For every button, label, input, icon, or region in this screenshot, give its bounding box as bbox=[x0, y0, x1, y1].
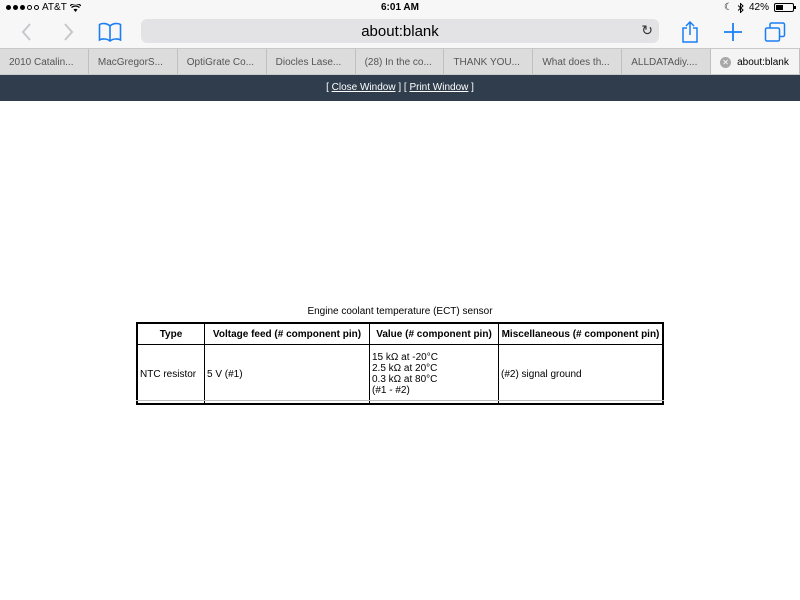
cell-voltage: 5 V (#1) bbox=[205, 345, 370, 405]
divider bbox=[136, 400, 664, 401]
bluetooth-icon bbox=[738, 3, 744, 13]
ect-sensor-table bbox=[136, 322, 664, 405]
table-row bbox=[137, 345, 663, 405]
cell-type: NTC resistor bbox=[137, 345, 205, 405]
table-header-row bbox=[137, 323, 663, 345]
value-line: 0.3 kΩ at 80°C bbox=[372, 374, 438, 385]
column-header-voltage: Voltage feed (# component pin) bbox=[205, 323, 370, 345]
browser-toolbar bbox=[0, 16, 800, 48]
forward-button[interactable] bbox=[58, 20, 78, 44]
value-line: 2.5 kΩ at 20°C bbox=[372, 363, 438, 374]
tab-optigrate[interactable] bbox=[178, 49, 267, 74]
close-window-link[interactable]: Close Window bbox=[331, 82, 396, 93]
value-line: 15 kΩ at -20°C bbox=[372, 352, 438, 363]
tab-thank-you[interactable] bbox=[444, 49, 533, 74]
address-bar[interactable] bbox=[141, 19, 659, 43]
tabs-icon bbox=[764, 22, 786, 42]
status-bar bbox=[0, 0, 800, 16]
page-action-bar bbox=[0, 75, 800, 101]
share-button[interactable] bbox=[680, 20, 700, 44]
tab-about-blank[interactable] bbox=[711, 49, 800, 74]
status-indicators bbox=[724, 2, 794, 13]
tab-label: (28) In the co... bbox=[364, 57, 432, 68]
table-caption: Engine coolant temperature (ECT) sensor bbox=[307, 306, 493, 317]
tab-2010-catalina[interactable] bbox=[0, 49, 89, 74]
tab-label: What does th... bbox=[542, 57, 610, 68]
moon-icon: ☾ bbox=[724, 2, 733, 13]
chevron-right-icon bbox=[63, 23, 74, 41]
value-line: (#1 - #2) bbox=[372, 385, 410, 396]
plus-icon bbox=[723, 22, 743, 42]
column-header-misc: Miscellaneous (# component pin) bbox=[499, 323, 664, 345]
tab-label: ALLDATAdiy.... bbox=[631, 57, 698, 68]
new-tab-button[interactable] bbox=[722, 20, 744, 44]
column-header-value: Value (# component pin) bbox=[370, 323, 499, 345]
share-icon bbox=[681, 21, 699, 43]
tab-alldatadiy[interactable] bbox=[622, 49, 711, 74]
battery-icon bbox=[774, 3, 794, 12]
tab-strip bbox=[0, 48, 800, 75]
reload-icon[interactable]: ↻ bbox=[641, 22, 653, 38]
column-header-type: Type bbox=[137, 323, 205, 345]
battery-percent: 42% bbox=[748, 2, 769, 13]
cell-value bbox=[370, 345, 499, 405]
tab-macgregor[interactable] bbox=[89, 49, 178, 74]
tab-label: OptiGrate Co... bbox=[186, 57, 255, 68]
tab-label: THANK YOU... bbox=[453, 57, 520, 68]
tab-diocles[interactable] bbox=[267, 49, 356, 74]
book-icon bbox=[98, 22, 122, 42]
back-button[interactable] bbox=[16, 20, 36, 44]
tab-label: about:blank bbox=[737, 57, 789, 68]
print-window-link[interactable]: Print Window bbox=[409, 82, 469, 93]
tab-label: 2010 Catalin... bbox=[9, 57, 74, 68]
bracket-text: ] [ bbox=[398, 82, 407, 93]
bookmarks-button[interactable] bbox=[96, 20, 124, 44]
tab-label: Diocles Lase... bbox=[275, 57, 342, 68]
url-text: about:blank bbox=[361, 23, 439, 40]
clock: 6:01 AM bbox=[381, 2, 419, 13]
carrier-name: AT&T bbox=[42, 2, 67, 13]
tab-what-does[interactable] bbox=[533, 49, 622, 74]
tabs-overview-button[interactable] bbox=[764, 20, 786, 44]
tab-in-the-co[interactable] bbox=[356, 49, 445, 74]
bracket-text: ] bbox=[471, 82, 474, 93]
chevron-left-icon bbox=[21, 23, 32, 41]
close-tab-icon[interactable]: ✕ bbox=[720, 57, 731, 68]
cell-misc: (#2) signal ground bbox=[499, 345, 664, 405]
tab-label: MacGregorS... bbox=[97, 57, 163, 68]
bracket-text: [ bbox=[326, 82, 329, 93]
